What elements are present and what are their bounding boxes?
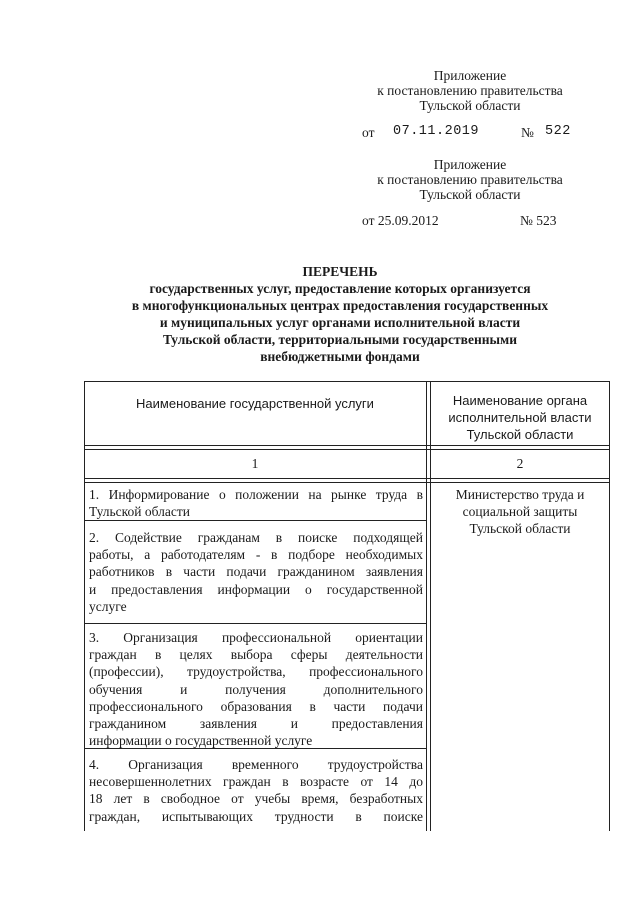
col1-number: 1 <box>251 456 259 471</box>
table-numbers-bottom-inner <box>84 482 610 483</box>
header-new-line1: Приложение <box>433 68 507 83</box>
row4-line2: несовершеннолетних граждан в возрасте от 14 до <box>89 774 423 790</box>
service-row-4 <box>89 756 423 825</box>
row3-line7: информации о государственной услуге <box>89 733 313 749</box>
document-title <box>80 263 600 365</box>
service-row-1 <box>89 486 423 520</box>
row1-line2: Тульской области <box>89 504 190 520</box>
row2-line2: работы, а работодателям - в подборе необходимых <box>89 547 423 563</box>
service-row-3 <box>89 629 423 749</box>
table-header-bottom <box>84 445 610 446</box>
header-new-number-value: 522 <box>545 124 571 139</box>
title-line6: внебюджетными фондами <box>260 349 420 364</box>
header-old-number: № 523 <box>520 213 557 228</box>
row4-line4: граждан, испытывающих трудности в поиске <box>89 808 423 824</box>
table-border-top <box>84 381 610 382</box>
header-old-line1: Приложение <box>433 157 507 172</box>
row3-line5: профессионального образования в части подачи <box>89 698 423 714</box>
header-old-line3: Тульской области <box>419 187 521 202</box>
col2-header-line3: Тульской области <box>466 427 574 442</box>
title-line3: в многофункциональных центрах предоставления государственных <box>131 298 549 313</box>
title-line1: ПЕРЕЧЕНЬ <box>302 264 378 279</box>
header-old-date: от 25.09.2012 <box>362 213 439 228</box>
row2-bottom <box>84 623 427 624</box>
col2-header-line2: исполнительной власти <box>448 410 592 425</box>
header-new-line2: к постановлению правительства <box>377 83 563 98</box>
row3-line6: гражданином заявления и предоставления <box>89 716 423 732</box>
authority-line2: социальной защиты <box>462 504 578 520</box>
row3-line1: 3. Организация профессиональной ориентации <box>89 630 423 645</box>
row2-line3: работников в части подачи гражданином заявления <box>89 564 423 580</box>
row2-line4: и предоставления информации о государственной <box>89 581 423 597</box>
row3-line4: обучения и получения дополнительного <box>89 681 423 697</box>
authority-line3: Тульской области <box>469 521 571 537</box>
header-new-line3: Тульской области <box>419 98 521 113</box>
row3-line3: (профессии), трудоустройства, профессионального <box>89 664 423 680</box>
row2-line1: 2. Содействие гражданам в поиске подходящей <box>89 530 423 545</box>
header-new-block <box>360 68 580 113</box>
authority-cell <box>432 486 608 538</box>
row2-line5: услуге <box>89 598 127 614</box>
row4-line1: 4. Организация временного трудоустройства <box>89 757 423 772</box>
header-new-date-value: 07.11.2019 <box>393 124 480 139</box>
col2-header <box>432 392 608 443</box>
header-new-date-prefix: от <box>362 125 375 140</box>
col1-header: Наименование государственной услуги <box>136 396 374 411</box>
title-line4: и муниципальных услуг органами исполнительной власти <box>159 315 521 330</box>
row4-line3: 18 лет в свободное от учебы время, безработных <box>89 791 423 807</box>
authority-line1: Министерство труда и <box>455 487 585 502</box>
col2-number: 2 <box>516 456 524 471</box>
title-line2: государственных услуг, предоставление которых организуется <box>149 281 531 296</box>
title-line5: Тульской области, территориальными государственными <box>162 332 518 347</box>
service-row-2 <box>89 529 423 615</box>
header-new-number-prefix: № <box>521 125 534 140</box>
row1-line1: 1. Информирование о положении на рынке труда в <box>89 487 423 502</box>
header-old-line2: к постановлению правительства <box>377 172 563 187</box>
table-header-bottom-inner <box>84 449 610 450</box>
col2-header-line1: Наименование органа <box>452 393 588 408</box>
table-numbers-bottom <box>84 478 610 479</box>
row3-line2: граждан в целях выбора сферы деятельности <box>89 647 423 663</box>
header-old-block <box>360 157 580 202</box>
